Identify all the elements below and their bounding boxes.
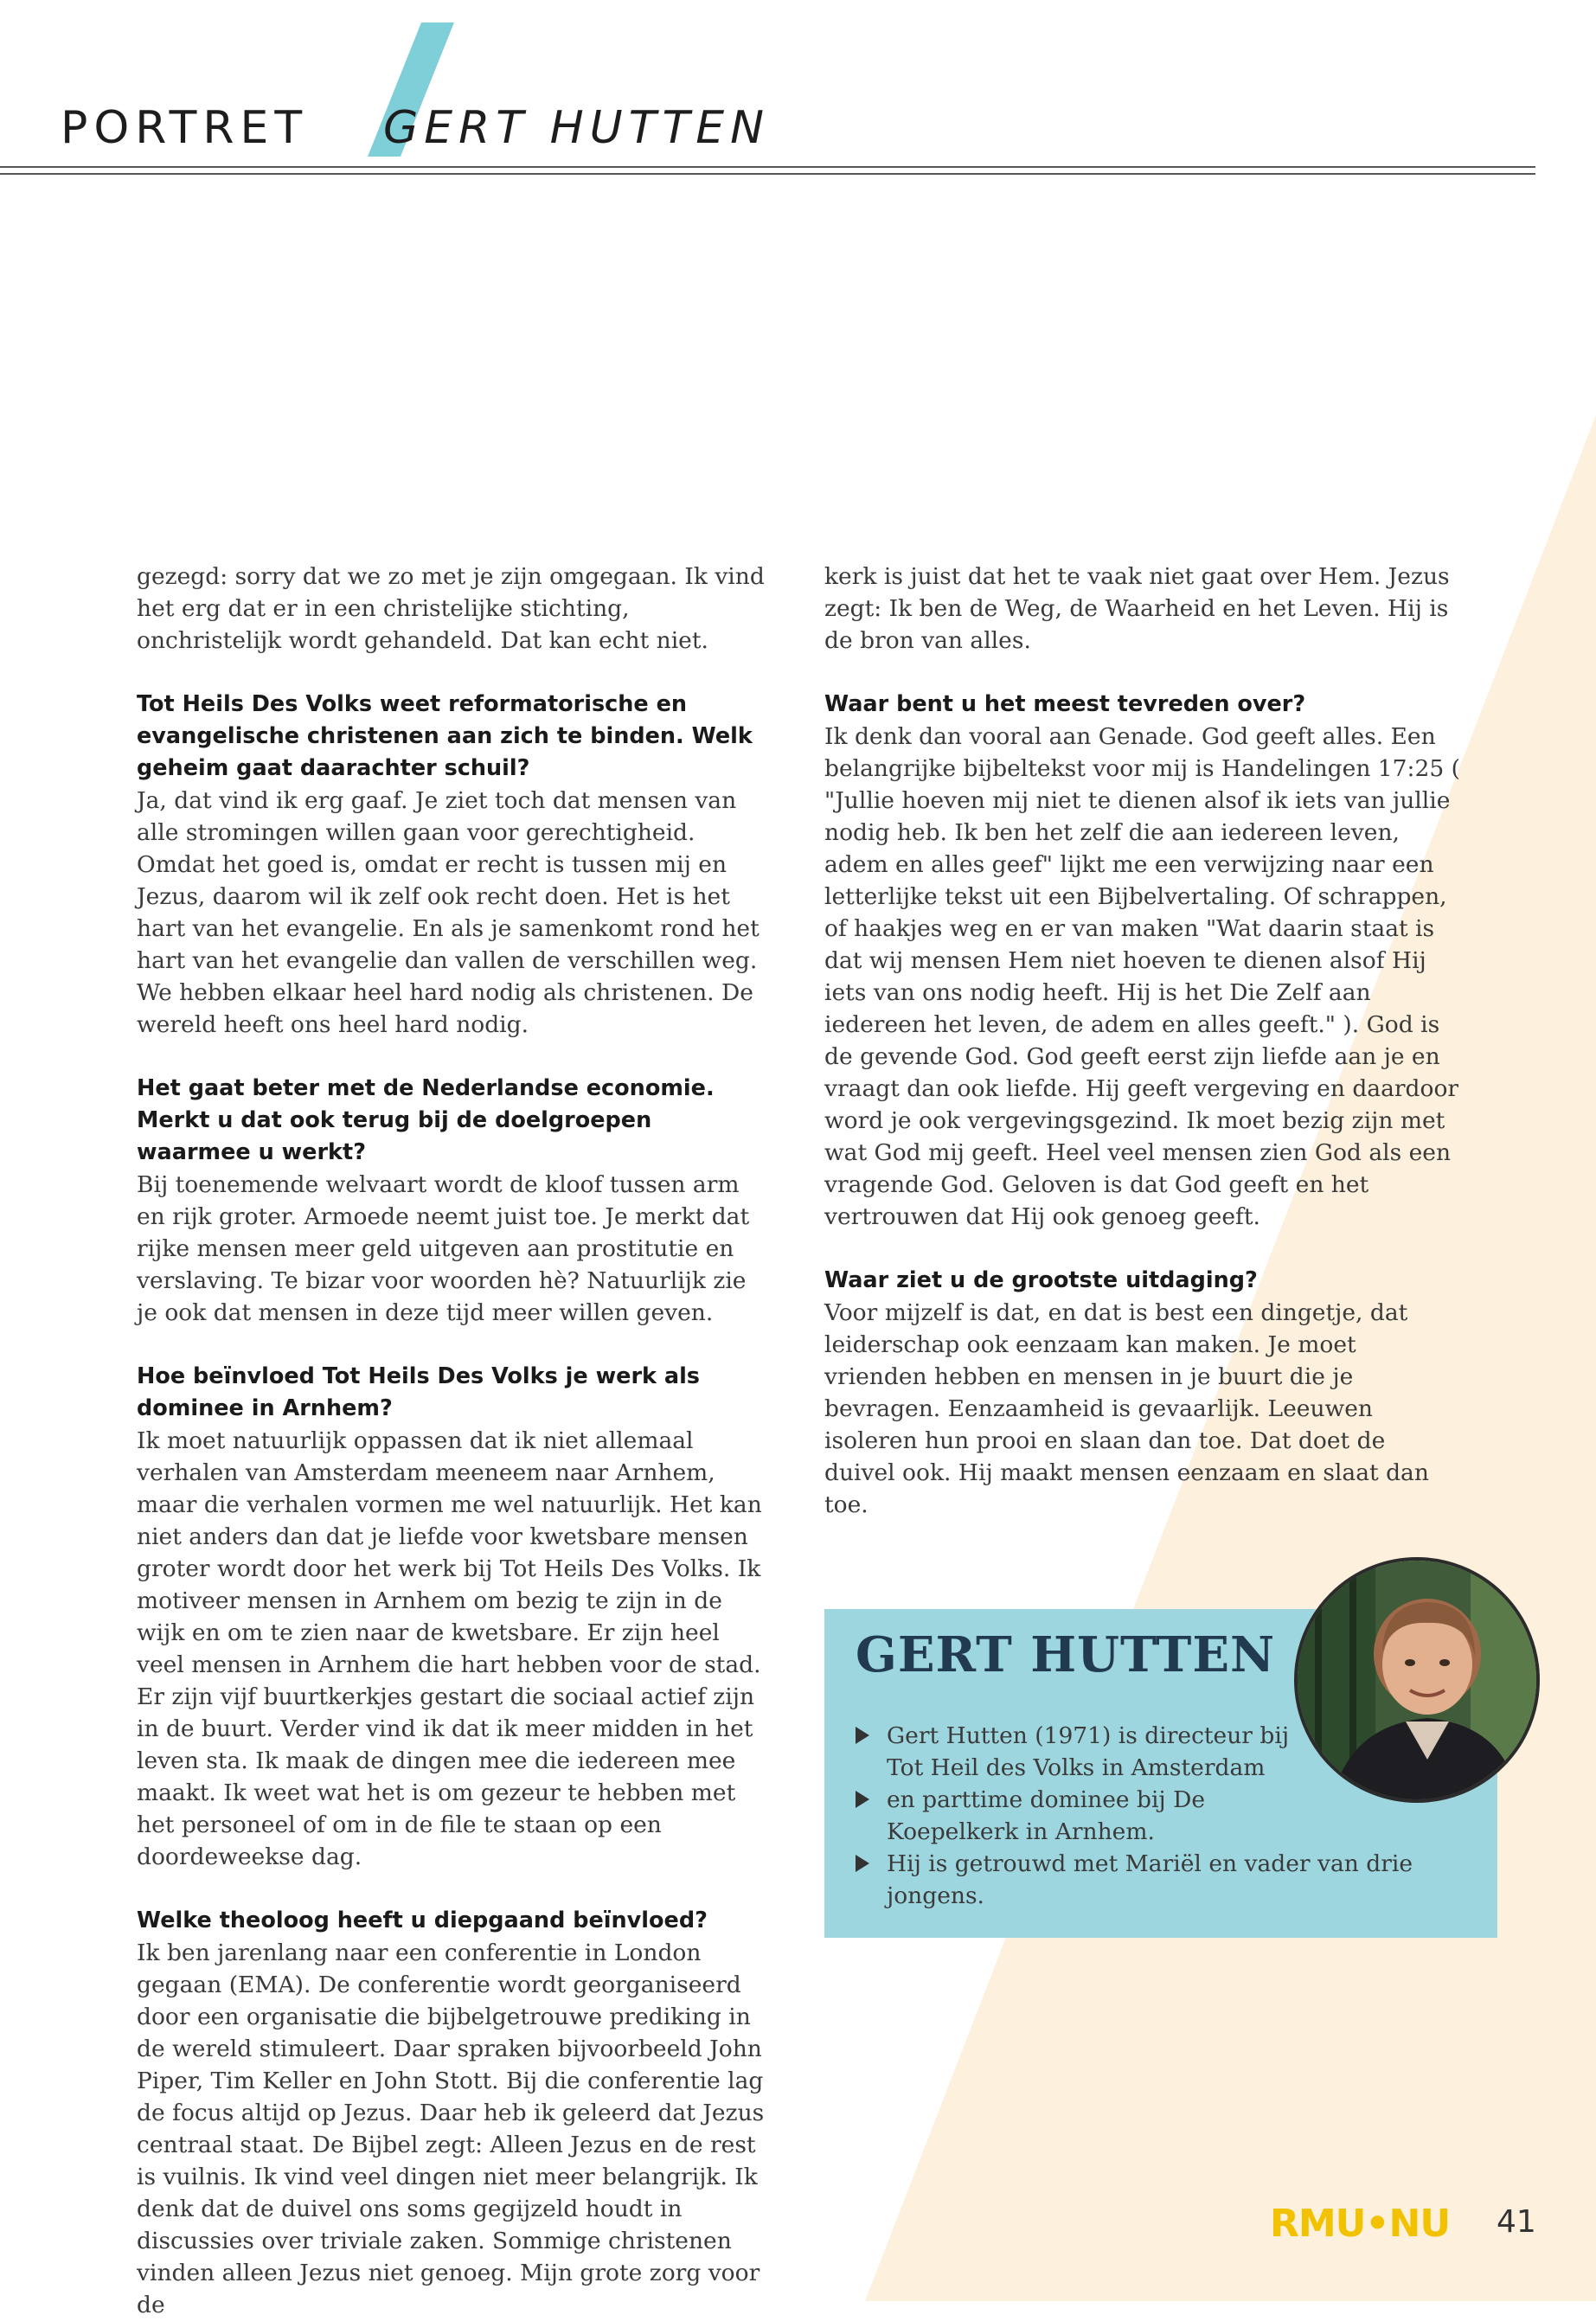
article-column-left <box>137 561 772 2321</box>
interview-question: Hoe beïnvloed Tot Heils Des Volks je werk als dominee in Arnhem? <box>137 1363 700 1421</box>
triangle-bullet-icon <box>856 1855 869 1872</box>
triangle-bullet-icon <box>856 1791 869 1808</box>
body-paragraph: Ik denk dan vooral aan Genade. God geeft alles. Een belangrijke bijbeltekst voor mij is Handelingen 17:25 ( "Jullie hoeven mij niet te dienen alsof ik iets van jullie nodig heb. Ik ben het zelf die aan iedereen leven, adem en alles geef" lijkt me een verwijzing naar een letterlijke tekst uit een Bijbelvertaling. Of schrappen, of haakjes weg en er van maken "Wat daarin staat is dat wij mensen Hem niet hoeven te dienen alsof Hij iets van ons nodig heeft. Hij is het Die Zelf aan iedereen het leven, de adem en alles geeft." ). God is de gevende God. God geeft eerst zijn liefde aan je en vraagt dan ook liefde. Hij geeft vergeving en daardoor word je ook vergevingsgezind. Ik moet bezig zijn met wat God mij geeft. Heel veel mensen zien God als een vragende God. Geloven is dat God geeft en het vertrouwen dat Hij ook genoeg geeft. <box>824 723 1460 1230</box>
triangle-bullet-icon <box>856 1727 869 1744</box>
page-number: 41 <box>1497 2204 1536 2240</box>
portrait-photo <box>1294 1557 1540 1803</box>
header-rule <box>0 173 1535 175</box>
article-column-right <box>824 561 1460 1521</box>
bio-item-text: Hij is getrouwd met Mariël en vader van drie jongens. <box>887 1850 1413 1909</box>
header-rule <box>0 166 1535 168</box>
section-label: PORTRET <box>61 102 309 154</box>
body-paragraph: Ik ben jarenlang naar een conferentie in London gegaan (EMA). De conferentie wordt georganiseerd door een organisatie die bijbelgetrouwe prediking in de wereld stimuleert. Daar spraken bijvoorbeeld John Piper, Tim Keller en John Stott. Bij die conferentie lag de focus altijd op Jezus. Daar heb ik geleerd dat Jezus centraal staat. De Bijbel zegt: Alleen Jezus en de rest is vuilnis. Ik vind veel dingen niet meer belangrijk. Ik denk dat de duivel ons soms gegijzeld houdt in discussies over triviale zaken. Sommige christenen vinden alleen Jezus niet genoeg. Mijn grote zorg voor de <box>137 1940 765 2318</box>
rmu-nu-logo: RMU•NU <box>1270 2202 1451 2246</box>
interview-question: Waar ziet u de grootste uitdaging? <box>824 1267 1258 1293</box>
infobox-title: GERT HUTTEN <box>856 1626 1276 1683</box>
bio-item-text: Gert Hutten (1971) is directeur bij Tot Heil des Volks in Amsterdam <box>887 1722 1290 1781</box>
body-paragraph: Bij toenemende welvaart wordt de kloof tussen arm en rijk groter. Armoede neemt juist toe. Je merkt dat rijke mensen meer geld uitgeven aan prostitutie en verslaving. Te bizar voor woorden hè? Natuurlijk zie je ook dat mensen in deze tijd meer willen geven. <box>137 1171 750 1326</box>
interview-question: Tot Heils Des Volks weet reformatorische en evangelische christenen aan zich te binden. Welk geheim gaat daarachter schuil? <box>137 691 753 781</box>
portrait-name: GERT HUTTEN <box>383 102 771 154</box>
body-paragraph: Voor mijzelf is dat, en dat is best een dingetje, dat leiderschap ook eenzaam kan maken. Je moet vrienden hebben en mensen in je buurt die je bevragen. Eenzaamheid is gevaarlijk. Leeuwen isoleren hun prooi en slaan dan toe. Dat doet de duivel ook. Hij maakt mensen eenzaam en slaat dan toe. <box>824 1299 1429 1518</box>
body-paragraph: Ja, dat vind ik erg gaaf. Je ziet toch dat mensen van alle stromingen willen gaan voor gerechtigheid. Omdat het goed is, omdat er recht is tussen mij en Jezus, daarom wil ik zelf ook recht doen. Het is het hart van het evangelie. En als je samenkomt rond het hart van het evangelie dan vallen de verschillen weg. We hebben elkaar heel hard nodig als christenen. De wereld heeft ons heel hard nodig. <box>137 787 760 1038</box>
bio-item-text: en parttime dominee bij De Koepelkerk in Arnhem. <box>887 1786 1205 1845</box>
portrait-illustration <box>1298 1561 1536 1799</box>
body-paragraph: Ik moet natuurlijk oppassen dat ik niet allemaal verhalen van Amsterdam meeneem naar Arnhem, maar die verhalen vormen me wel natuurlijk. Het kan niet anders dan dat je liefde voor kwetsbare mensen groter wordt door het werk bij Tot Heils Des Volks. Ik motiveer mensen in Arnhem om bezig te zijn in de wijk en om te zien naar de kwetsbare. Er zijn heel veel mensen in Arnhem die hart hebben voor de stad. Er zijn vijf buurtkerkjes gestart die sociaal actief zijn in de buurt. Verder vind ik dat ik meer midden in het leven sta. Ik maak de dingen mee die iedereen mee maakt. Ik weet wat het is om gezeur te hebben met het personeel of om in de file te staan op een doordeweekse dag. <box>137 1427 762 1870</box>
interview-question: Het gaat beter met de Nederlandse economie. Merkt u dat ook terug bij de doelgroepen waarmee u werkt? <box>137 1075 715 1165</box>
bio-item <box>856 1848 1487 1912</box>
interview-question: Waar bent u het meest tevreden over? <box>824 691 1306 717</box>
body-paragraph: kerk is juist dat het te vaak niet gaat over Hem. Jezus zegt: Ik ben de Weg, de Waarheid en het Leven. Hij is de bron van alles. <box>824 563 1450 654</box>
body-paragraph: gezegd: sorry dat we zo met je zijn omgegaan. Ik vind het erg dat er in een christelijke stichting, onchristelijk wordt gehandeld. Dat kan echt niet. <box>137 563 765 654</box>
interview-question: Welke theoloog heeft u diepgaand beïnvloed? <box>137 1907 708 1933</box>
